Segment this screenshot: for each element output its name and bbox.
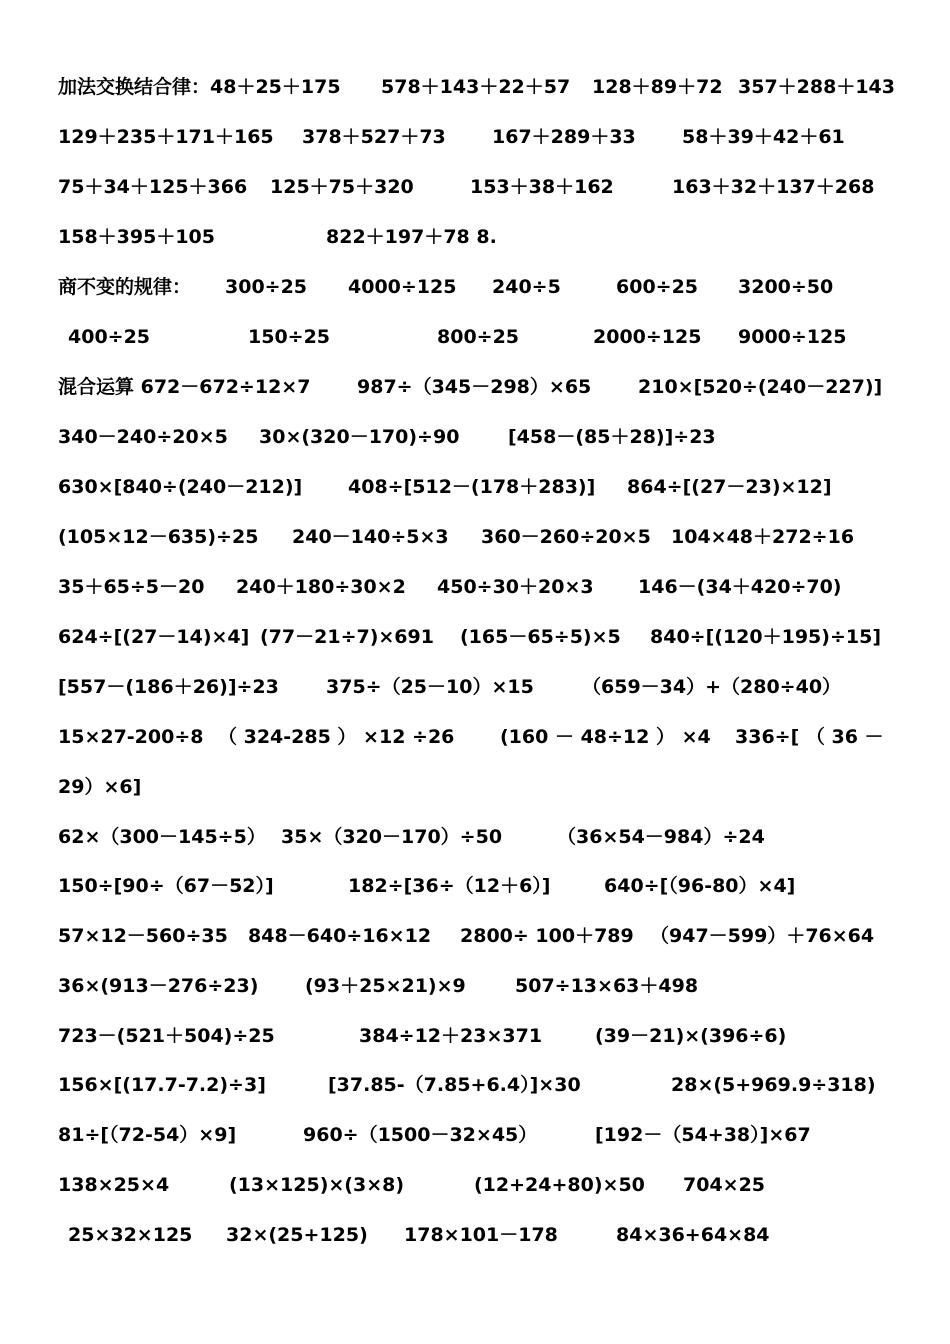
math-expression: 240＋180÷30×2 [236, 576, 406, 598]
math-expression: 32×(25+125) [226, 1224, 368, 1246]
math-expression: 240－140÷5×3 [292, 526, 449, 548]
math-expression: 商不变的规律： [58, 276, 192, 298]
math-expression: 400÷25 [68, 326, 151, 348]
math-expression: 4000÷125 [348, 276, 457, 298]
math-expression: 146－(34＋420÷70) [638, 576, 842, 598]
math-expression: 153＋38＋162 [470, 176, 614, 198]
math-expression: 150÷25 [248, 326, 331, 348]
math-expression: 640÷[（96-80）×4] [604, 875, 796, 897]
math-expression: 125＋75＋320 [270, 176, 414, 198]
math-expression: 840÷[(120＋195)÷15] [650, 626, 881, 648]
math-expression: 29）×6] [58, 776, 142, 798]
math-expression: 210×[520÷(240－227)] [638, 376, 883, 398]
math-expression: 578＋143＋22＋57 [381, 76, 571, 98]
math-expression: 340－240÷20×5 [58, 426, 228, 448]
math-expression: 375÷（25－10）×15 [326, 676, 534, 698]
math-expression: 150÷[90÷（67－52）] [58, 875, 274, 897]
math-expression: (93＋25×21)×9 [305, 975, 466, 997]
math-expression: 450÷30＋20×3 [437, 576, 594, 598]
math-expression: [192－（54+38）]×67 [595, 1124, 811, 1146]
math-expression: 158＋395＋105 [58, 226, 215, 248]
math-expression: 600÷25 [616, 276, 699, 298]
math-expression: 848－640÷16×12 [248, 925, 432, 947]
math-expression: (105×12－635)÷25 [58, 526, 259, 548]
math-expression: 384÷12＋23×371 [359, 1025, 543, 1047]
math-expression: 129＋235＋171＋165 [58, 126, 274, 148]
math-expression: 35×（320－170）÷50 [281, 826, 503, 848]
math-expression: 723－(521＋504)÷25 [58, 1025, 275, 1047]
math-expression: 2000÷125 [593, 326, 702, 348]
math-expression: 加法交换结合律：48＋25＋175 [58, 76, 341, 98]
math-expression: 300÷25 [225, 276, 308, 298]
math-expression: （947－599）＋76×64 [650, 925, 875, 947]
math-expression: 3200÷50 [738, 276, 834, 298]
math-expression: 138×25×4 [58, 1174, 170, 1196]
math-expression: （659－34）+（280÷40） [582, 676, 842, 698]
math-expression: 58＋39＋42＋61 [682, 126, 845, 148]
math-expression: 630×[840÷(240－212)] [58, 476, 303, 498]
math-expression: 2800÷ 100＋789 [460, 925, 634, 947]
math-expression: 167＋289＋33 [492, 126, 636, 148]
math-expression: 104×48＋272÷16 [671, 526, 855, 548]
math-expression: 822＋197＋78 8. [326, 226, 497, 248]
math-expression: (165－65÷5)×5 [460, 626, 621, 648]
math-expression: 378＋527＋73 [302, 126, 446, 148]
math-expression: 624÷[(27－14)×4] [58, 626, 250, 648]
math-expression: (160 － 48÷12 ） ×4 [500, 726, 711, 748]
math-expression: 987÷（345－298）×65 [357, 376, 592, 398]
math-expression: 9000÷125 [738, 326, 847, 348]
math-expression: 15×27-200÷8 [58, 726, 204, 748]
math-expression: 62×（300－145÷5） [58, 826, 266, 848]
math-expression: 357＋288＋143 [738, 76, 895, 98]
math-expression: 408÷[512－(178＋283)] [348, 476, 596, 498]
math-expression: 75＋34＋125＋366 [58, 176, 248, 198]
math-expression: 960÷（1500－32×45） [303, 1124, 538, 1146]
math-expression: (13×125)×(3×8) [229, 1174, 405, 1196]
math-expression: 864÷[(27－23)×12] [627, 476, 832, 498]
math-expression: 704×25 [683, 1174, 766, 1196]
math-expression: 57×12－560÷35 [58, 925, 228, 947]
math-expression: 182÷[36÷（12＋6）] [348, 875, 551, 897]
math-expression: 28×(5+969.9÷318) [671, 1074, 876, 1096]
math-expression: （36×54－984）÷24 [557, 826, 765, 848]
math-expression: （ 324-285 ） ×12 ÷26 [218, 726, 455, 748]
math-expression: 128＋89＋72 [592, 76, 723, 98]
math-expression: 163＋32＋137＋268 [672, 176, 875, 198]
math-expression: 178×101－178 [404, 1224, 558, 1246]
math-expression: (77－21÷7)×691 [260, 626, 434, 648]
math-expression: [458－(85＋28)]÷23 [508, 426, 716, 448]
math-expression: 84×36+64×84 [616, 1224, 770, 1246]
math-expression: 81÷[（72-54）×9] [58, 1124, 237, 1146]
math-expression: 156×[(17.7-7.2)÷3] [58, 1074, 266, 1096]
math-expression: 30×(320－170)÷90 [259, 426, 460, 448]
math-expression: 336÷[ （ 36 － [735, 726, 884, 748]
math-expression: (39－21)×(396÷6) [595, 1025, 787, 1047]
math-expression: 25×32×125 [68, 1224, 193, 1246]
math-expression: 800÷25 [437, 326, 520, 348]
math-expression: 36×(913－276÷23) [58, 975, 259, 997]
math-expression: [37.85-（7.85+6.4）]×30 [328, 1074, 581, 1096]
math-expression: 240÷5 [492, 276, 561, 298]
math-expression: 35＋65÷5－20 [58, 576, 205, 598]
math-expression: 507÷13×63＋498 [515, 975, 699, 997]
math-expression: 混合运算 672－672÷12×7 [58, 376, 311, 398]
math-expression: 360－260÷20×5 [481, 526, 651, 548]
math-expression: [557－(186＋26)]÷23 [58, 676, 279, 698]
math-expression: (12+24+80)×50 [474, 1174, 645, 1196]
